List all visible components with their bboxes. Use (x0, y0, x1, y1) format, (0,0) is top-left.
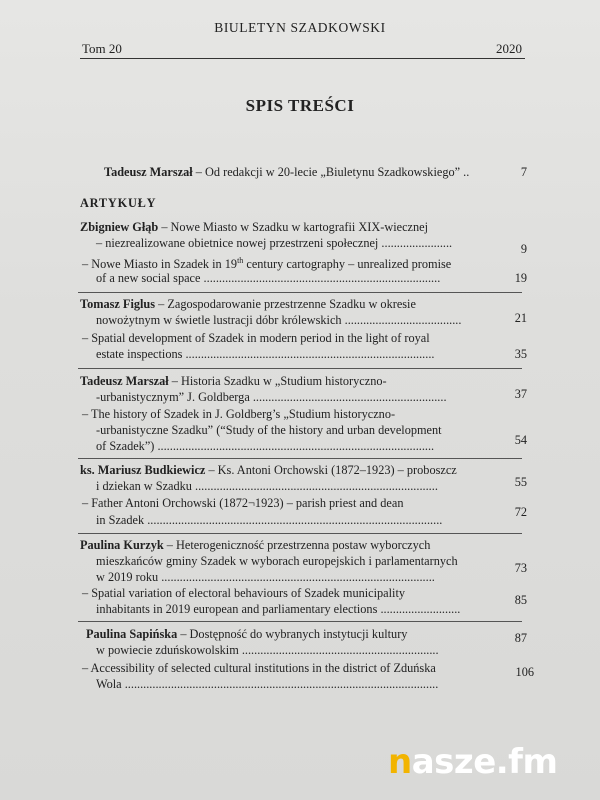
watermark-rest: asze.fm (411, 742, 558, 782)
entry-4-line-2: i dziekan w Szadku ............................................................................... (96, 479, 438, 493)
entry-1-line-2: – niezrealizowane obietnice nowej przestrzeni społecznej ....................... (96, 236, 453, 250)
entry-5-line-4: – Spatial variation of electoral behaviours of Szadek municipality (82, 586, 406, 600)
entry-2-title: – Zagospodarowanie przestrzenne Szadku w okresie (155, 297, 416, 311)
entry-2-line-4: estate inspections ................................................................................. (96, 347, 435, 361)
entry-1-page-2: 19 (514, 271, 527, 285)
entry-5-author: Paulina Kurzyk (80, 538, 164, 552)
volume-label: Tom 20 (82, 41, 122, 56)
entry-separator (78, 621, 522, 622)
entry-5-page-1: 73 (514, 561, 527, 575)
year-label: 2020 (496, 41, 522, 56)
entry-6-author: Paulina Sapińska (86, 627, 178, 641)
entry-separator (78, 292, 522, 293)
entry-1-en-title-b: century cartography – unrealized promise (243, 257, 452, 272)
entry-1-en-title-a: – Nowe Miasto in Szadek in 19 (82, 257, 238, 272)
entry-1-page-1: 9 (520, 242, 527, 256)
entry-separator (78, 368, 522, 369)
entry-6-line-3: – Accessibility of selected cultural institutions in the district of Zduńska (82, 661, 436, 675)
entry-5-line-5: inhabitants in 2019 european and parliamentary elections .......................... (96, 602, 461, 616)
intro-line (104, 164, 469, 180)
watermark-logo (388, 742, 557, 782)
entry-2-author: Tomasz Figlus (80, 297, 156, 311)
entry-1-en-sup: th (237, 256, 244, 265)
entry-4-title: – Ks. Antoni Orchowski (1872–1923) – proboszcz (205, 463, 457, 477)
page-title: SPIS TREŚCI (245, 96, 355, 115)
entry-3-line-2: -urbanistycznym” J. Goldberga ............................................................... (96, 390, 447, 404)
entry-3-line-5: of Szadek”) .......................................................................................... (96, 439, 435, 453)
section-heading: ARTYKUŁY (80, 196, 157, 210)
entry-4-line-4: in Szadek ................................................................................................ (96, 513, 443, 527)
entry-4-author: ks. Mariusz Budkiewicz (80, 463, 206, 477)
entry-5-title: – Heterogeniczność przestrzenna postaw wyborczych (163, 538, 431, 552)
entry-3-line-4: -urbanistyczne Szadku” (“Study of the history and urban development (96, 423, 442, 437)
entry-2-page-1: 21 (514, 311, 527, 325)
watermark-first-letter: n (388, 742, 412, 782)
entry-6-line-2: w powiecie zduńskowolskim ................................................................ (96, 643, 439, 657)
entry-4-page-1: 55 (514, 475, 527, 489)
entry-5-page-2: 85 (514, 593, 527, 607)
entry-4-line-1 (80, 462, 457, 478)
entry-6-page-2: 106 (515, 665, 534, 679)
entry-6-line-4: Wola ...................................................................................................... (96, 677, 439, 691)
entry-5-line-1 (80, 537, 430, 553)
intro-title: – Od redakcji w 20-lecie „Biuletynu Szadkowskiego” .. (192, 165, 470, 179)
entry-1-line-1 (80, 219, 428, 235)
intro-author: Tadeusz Marszał (104, 165, 193, 179)
entry-2-line-1 (80, 296, 416, 312)
entry-3-line-1 (80, 373, 387, 389)
entry-3-author: Tadeusz Marszał (80, 374, 169, 388)
entry-2-page-2: 35 (514, 347, 527, 361)
entry-3-line-3: – The history of Szadek in J. Goldberg’s „Studium historyczno- (82, 407, 396, 421)
entry-1-line-4: of a new social space ............................................................................. (96, 271, 441, 285)
entry-1-author: Zbigniew Głąb (80, 220, 159, 234)
entry-3-title: – Historia Szadku w „Studium historyczno- (168, 374, 387, 388)
entry-3-page-1: 37 (514, 387, 527, 401)
entry-2-line-2: nowożytnym w świetle lustracji dóbr królewskich ...................................... (96, 313, 462, 327)
entry-5-line-2: mieszkańców gminy Szadek w wyborach europejskich i parlamentarnych (96, 554, 458, 568)
entry-1-title: – Nowe Miasto w Szadku w kartografii XIX-wiecznej (158, 220, 429, 234)
entry-3-page-2: 54 (514, 433, 527, 447)
entry-4-page-2: 72 (514, 505, 527, 519)
journal-header: BIULETYN SZADKOWSKI (214, 20, 386, 35)
entry-6-title: – Dostępność do wybranych instytucji kultury (177, 627, 408, 641)
entry-4-line-3: – Father Antoni Orchowski (1872¬1923) – parish priest and dean (82, 496, 404, 510)
entry-6-page-1: 87 (514, 631, 527, 645)
entry-2-line-3: – Spatial development of Szadek in modern period in the light of royal (82, 331, 430, 345)
entry-6-line-1 (86, 626, 407, 642)
entry-5-line-3: w 2019 roku ......................................................................................... (96, 570, 435, 584)
entry-separator (78, 533, 522, 534)
intro-page: 7 (520, 165, 527, 179)
entry-separator (78, 458, 522, 459)
